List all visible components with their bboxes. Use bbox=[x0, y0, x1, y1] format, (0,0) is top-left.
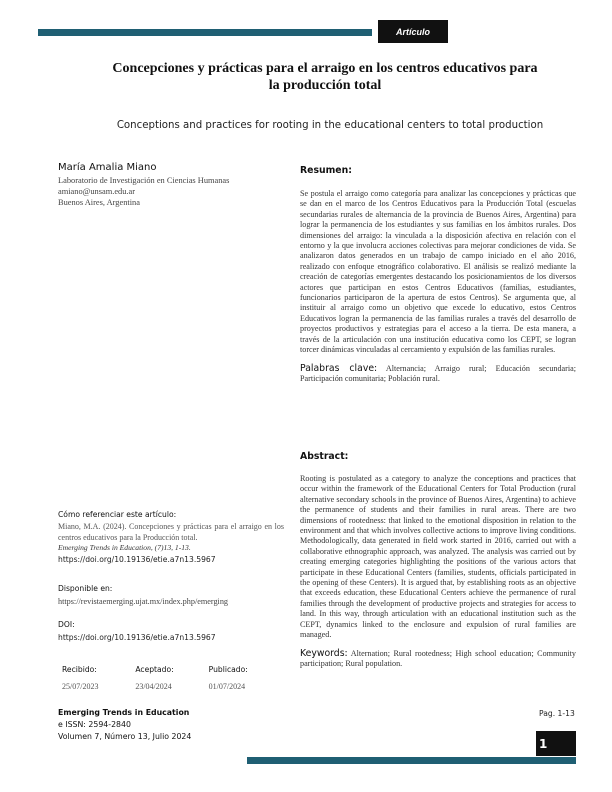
date-value: 01/07/2024 bbox=[208, 682, 246, 691]
citation-text: Miano, M.A. (2024). Concepciones y prácticas para el arraigo en los centros educativos para la Producción total. bbox=[58, 522, 284, 542]
page-number: 1 bbox=[536, 731, 576, 756]
date-value: 23/04/2024 bbox=[135, 682, 172, 691]
resumen-keywords-label: Palabras clave: bbox=[300, 362, 378, 374]
resumen-section bbox=[300, 165, 576, 384]
available-url-link[interactable]: https://revistaemerging.ujat.mx/index.php/emerging bbox=[58, 597, 229, 606]
doi-block bbox=[58, 620, 284, 643]
doi-heading: DOI: bbox=[58, 620, 75, 629]
date-accepted bbox=[135, 665, 208, 691]
resumen-keywords bbox=[300, 364, 576, 385]
author-location: Buenos Aires, Argentina bbox=[58, 198, 140, 207]
date-value: 25/07/2023 bbox=[62, 682, 99, 691]
doi-link[interactable]: https://doi.org/10.19136/etie.a7n13.5967 bbox=[58, 633, 216, 642]
citation-block bbox=[58, 510, 284, 565]
date-published bbox=[209, 665, 282, 691]
date-label: Publicado: bbox=[208, 665, 248, 674]
journal-volume: Volumen 7, Número 13, Julio 2024 bbox=[58, 732, 192, 741]
dates-block bbox=[62, 665, 282, 691]
available-heading: Disponible en: bbox=[58, 584, 113, 593]
author-block bbox=[58, 162, 283, 208]
abstract-keywords-label: Keywords: bbox=[300, 647, 348, 659]
resumen-text: Se postula el arraigo como categoría para analizar las concepciones y prácticas que se dan en el marco de los Centros Educativos para la Producción Total (escuelas secundarias rurales de alternancia de la provincia de Buenos Aires, Argentina) para lograr la permanencia de los estudiantes y sus familias en los ámbitos rurales. Dos dimensiones del arraigo: la vinculada a la disposición afectiva en relación con el entorno y la que involucra acciones colectivas para mejorar condiciones de vida. Se analizaron datos generados en un trabajo de campo iniciado en el año 2016, realizado con enfoque etnográfico colaborativo. El análisis se realizó mediante la creación de categorías emergentes destacando los posicionamientos de los diversos actores que participan en estos Centros Educativos (familias, estudiantes, funcionarios participaron de la apertura de estos Centros). Se argumenta que, al instituir al arraigo como un objetivo que excede lo educativo, estos Centros Educativos logran la permanencia de las familias rurales a través del desarrollo de proyectos productivos y estrategias para el acceso a la tierra. De esta manera, a través de la articulación con una institución educativa como los CEPT, se logran torcer dinámicas vinculadas al cercamiento y expulsión de las familias rurales. bbox=[300, 189, 576, 355]
page-range-label: Pag. 1-13 bbox=[539, 709, 575, 718]
abstract-heading: Abstract: bbox=[300, 451, 349, 462]
author-email[interactable]: amiano@unsam.edu.ar bbox=[58, 187, 136, 196]
date-received bbox=[62, 665, 135, 691]
title-english: Conceptions and practices for rooting in the educational centers to total production bbox=[116, 120, 544, 131]
journal-info bbox=[58, 707, 284, 743]
date-label: Aceptado: bbox=[135, 665, 174, 674]
title-spanish-line-1: Concepciones y prácticas para el arraigo en los centros educativos para bbox=[112, 61, 538, 76]
header-accent-bar bbox=[38, 29, 372, 36]
abstract-section bbox=[300, 451, 576, 669]
abstract-text: Rooting is postulated as a category to analyze the conceptions and practices that occur within the framework of the Educational Centers for Total Production (rural alternative secondary schools in the province of Buenos Aires, Argentina) to achieve the permanence of students and their families in rural areas. There are two dimensions of rootedness: that linked to the emotional disposition in relation to the environment and that which involves collective actions to improve living conditions. Methodologically, data generated in field work started in 2016, carried out with a collaborative ethnographic approach, was analyzed. The analysis was carried out by creating emerging categories highlighting the positions of the various actors that participate in these Educational Centers (families, students, officials participated in the opening of these Centers). It is argued that, by establishing roots as an objective that exceeds education, these Educational Centers achieve the permanence of rural families through the development of productive projects and strategies for access to land. In this way, through articulation with an educational institution such as the CEPT, dynamics linked to the enclosure and expulsion of rural families are managed. bbox=[300, 474, 576, 640]
author-affiliation: Laboratorio de Investigación en Ciencias Humanas bbox=[58, 176, 230, 185]
abstract-keywords-text: Alternation; Rural rootedness; High school education; Community participation; Rural population. bbox=[300, 648, 576, 668]
article-type-badge: Artículo bbox=[378, 20, 448, 43]
author-name: María Amalia Miano bbox=[58, 162, 157, 173]
resumen-heading: Resumen: bbox=[300, 165, 352, 176]
citation-doi-link[interactable]: https://doi.org/10.19136/etie.a7n13.5967 bbox=[58, 554, 216, 564]
citation-journal: Emerging Trends in Education, (7)13, 1-13. bbox=[58, 543, 191, 552]
journal-issn: e ISSN: 2594-2840 bbox=[58, 720, 131, 729]
title-spanish-line-2: la producción total bbox=[268, 78, 382, 93]
footer-accent-bar bbox=[247, 757, 576, 764]
title-spanish bbox=[90, 60, 560, 94]
abstract-keywords bbox=[300, 649, 576, 670]
citation-heading: Cómo referenciar este artículo: bbox=[58, 510, 177, 519]
journal-name: Emerging Trends in Education bbox=[58, 708, 190, 717]
resumen-keywords-text: Alternancia; Arraigo rural; Educación secundaria; Participación comunitaria; Población rural. bbox=[300, 363, 576, 383]
date-label: Recibido: bbox=[62, 665, 97, 674]
available-block bbox=[58, 584, 284, 607]
